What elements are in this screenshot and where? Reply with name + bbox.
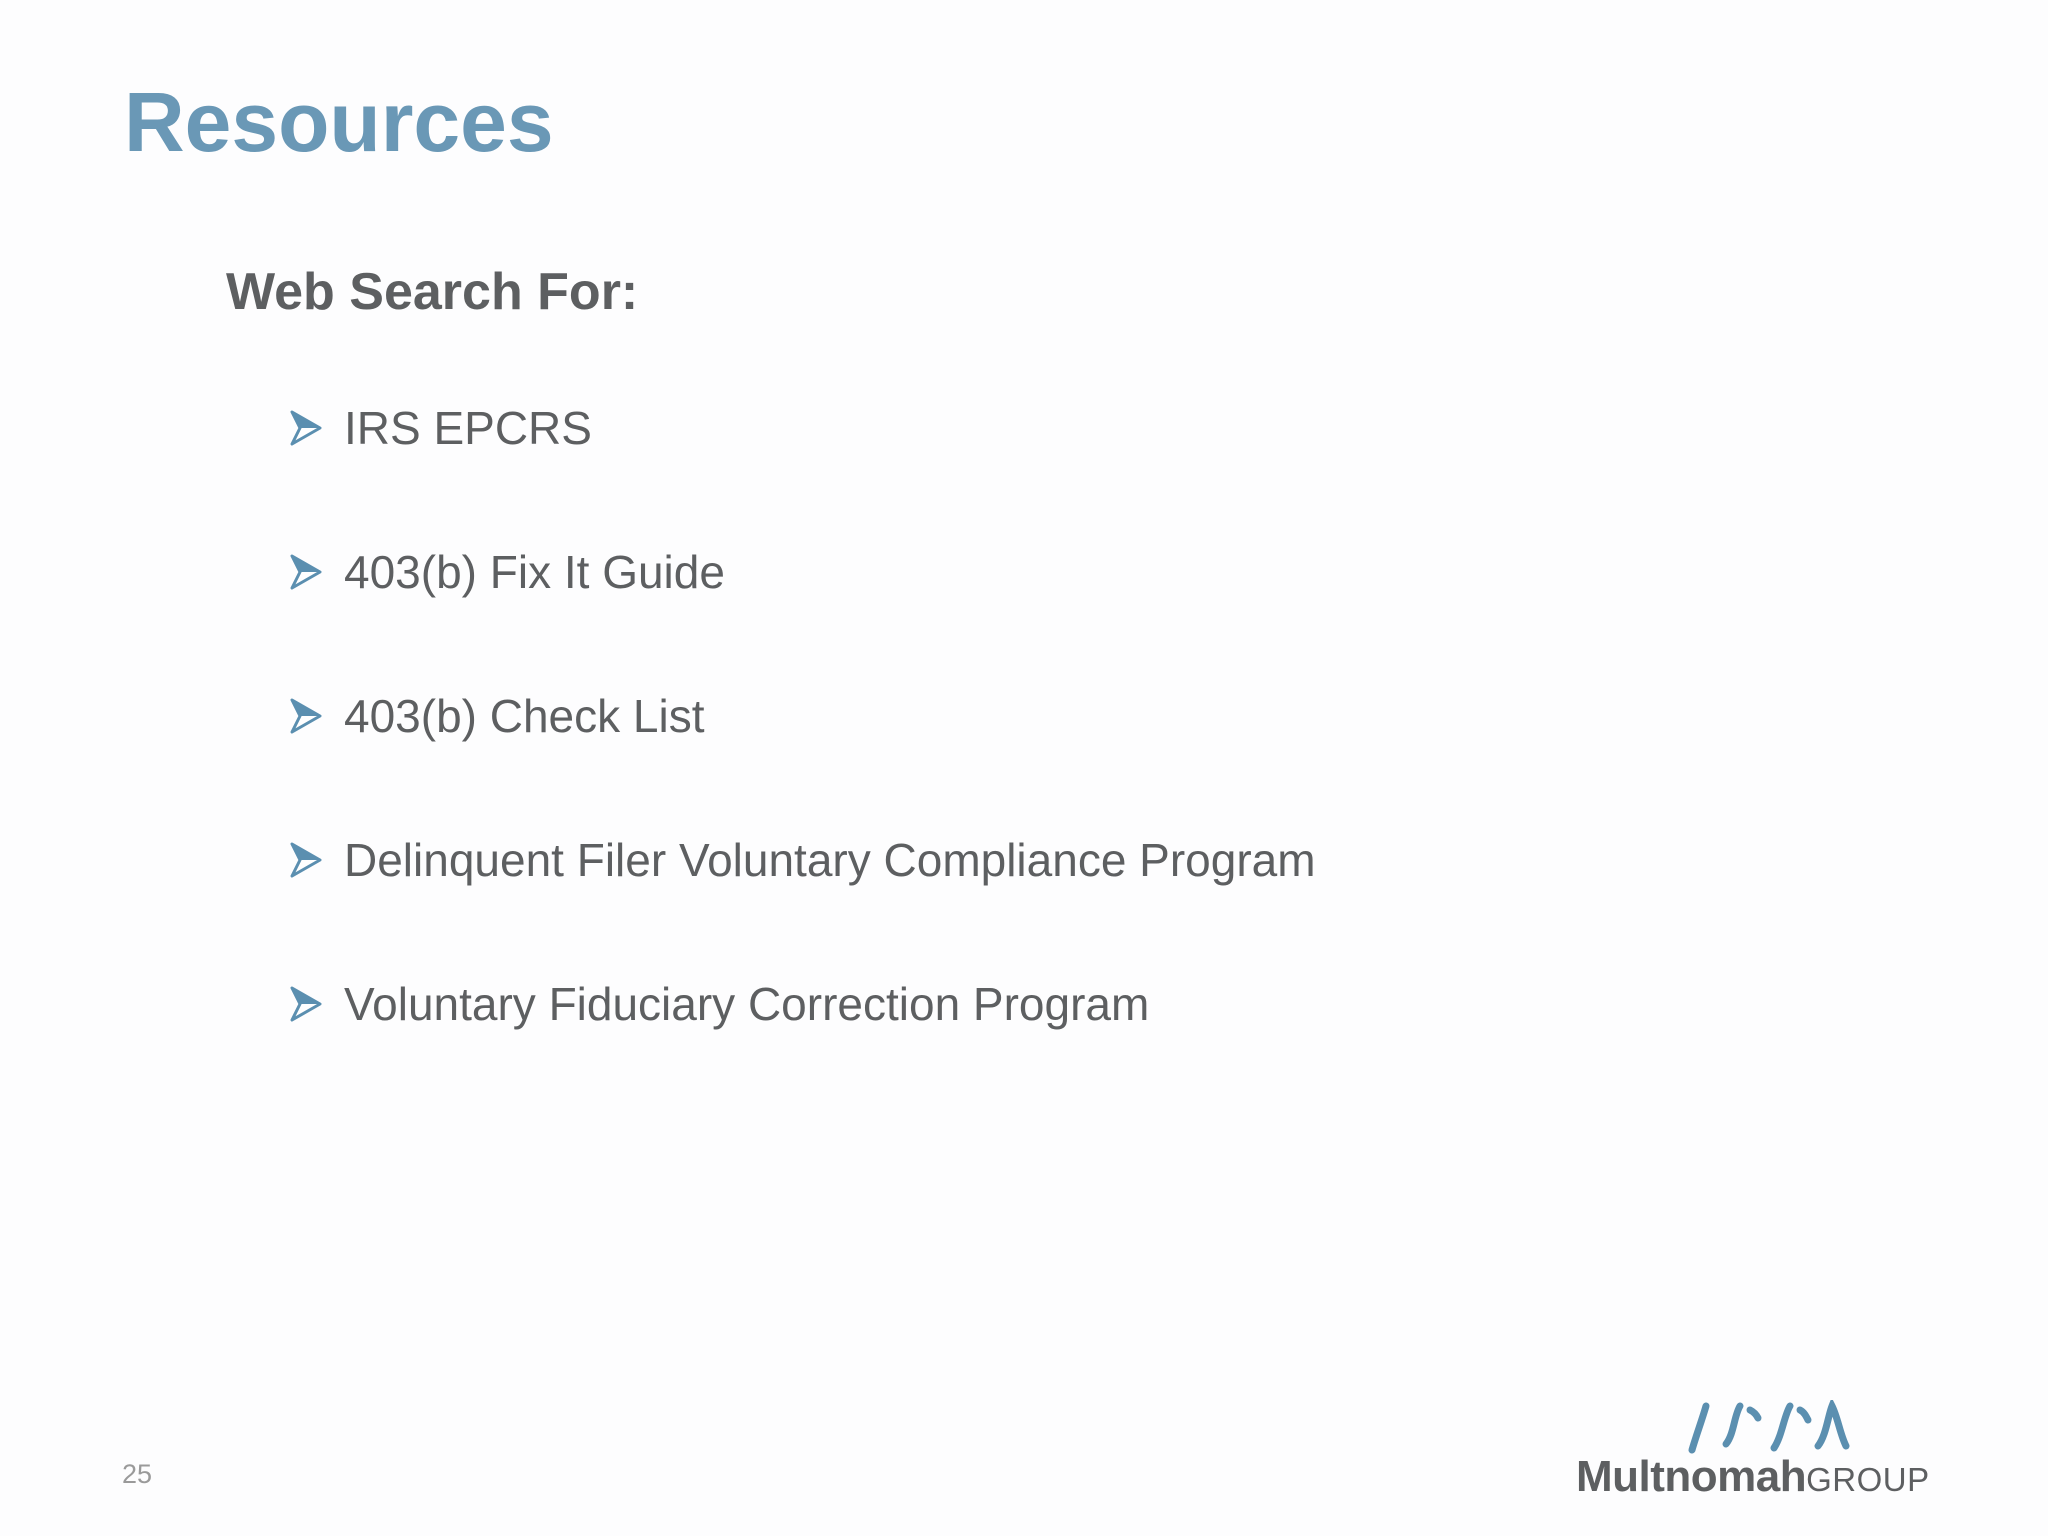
list-item — [290, 830, 1316, 890]
arrow-bullet-icon — [290, 698, 322, 734]
logo-wordmark — [1576, 1452, 1930, 1502]
list-item — [290, 398, 1316, 458]
list-item — [290, 974, 1316, 1034]
logo-main-text: Multnomah — [1576, 1452, 1807, 1501]
bullet-text: 403(b) Check List — [344, 690, 705, 742]
list-item — [290, 542, 1316, 602]
slide-title: Resources — [124, 75, 554, 169]
bullet-list — [290, 398, 1316, 1118]
wave-logo-icon — [1682, 1400, 1852, 1456]
bullet-text: 403(b) Fix It Guide — [344, 546, 725, 598]
arrow-bullet-icon — [290, 986, 322, 1022]
company-logo — [1576, 1400, 1956, 1500]
slide-subtitle: Web Search For: — [226, 263, 639, 321]
arrow-bullet-icon — [290, 842, 322, 878]
arrow-bullet-icon — [290, 554, 322, 590]
bullet-text: Voluntary Fiduciary Correction Program — [344, 978, 1150, 1030]
logo-sub-text: GROUP — [1806, 1461, 1930, 1498]
arrow-bullet-icon — [290, 410, 322, 446]
bullet-text: IRS EPCRS — [344, 402, 592, 454]
page-number: 25 — [122, 1459, 153, 1489]
bullet-text: Delinquent Filer Voluntary Compliance Program — [344, 834, 1316, 886]
list-item — [290, 686, 1316, 746]
